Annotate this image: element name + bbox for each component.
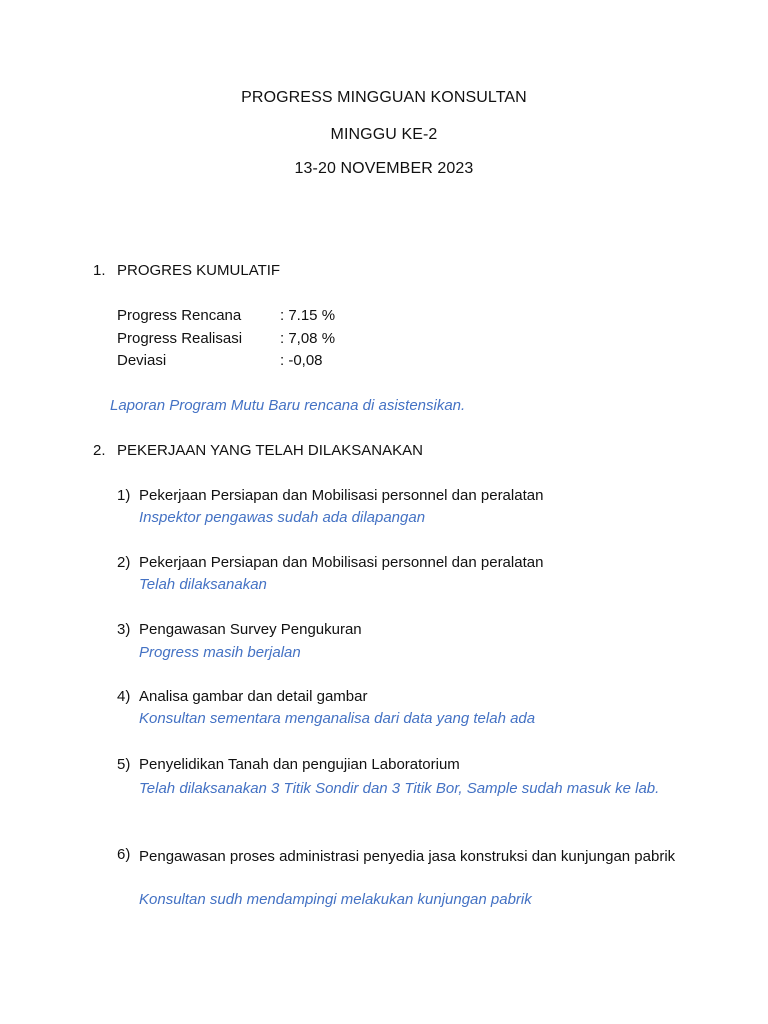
progress-rencana-value: : 7.15 % [280,307,336,324]
document-title: PROGRESS MINGGUAN KONSULTAN [241,89,527,106]
progress-realisasi-label: Progress Realisasi [117,330,243,347]
item-note: Konsultan sementara menganalisa dari data yang telah ada [139,710,536,727]
section-2-number: 2. [93,442,106,459]
section-2-heading: PEKERJAAN YANG TELAH DILAKSANAKAN [117,442,423,459]
item-number: 3) [117,621,131,638]
progress-realisasi-value: : 7,08 % [280,330,336,347]
section-1-note: Laporan Program Mutu Baru rencana di asistensikan. [110,397,466,414]
item-title: Pekerjaan Persiapan dan Mobilisasi personnel dan peralatan [139,487,544,504]
item-note: Progress masih berjalan [139,644,301,661]
item-title: Analisa gambar dan detail gambar [139,688,368,705]
deviasi-label: Deviasi [117,352,167,369]
item-note: Telah dilaksanakan 3 Titik Sondir dan 3 Titik Bor, Sample sudah masuk ke lab. [139,780,660,797]
item-number: 1) [117,487,131,504]
item-note: Inspektor pengawas sudah ada dilapangan [139,509,426,526]
item-number: 5) [117,756,131,773]
section-1-number: 1. [93,262,106,279]
item-note: Telah dilaksanakan [139,576,267,593]
item-title: Pengawasan proses administrasi penyedia jasa konstruksi dan kunjungan pabrik [139,848,676,865]
section-1-heading: PROGRES KUMULATIF [117,262,281,279]
item-title: Pengawasan Survey Pengukuran [139,621,362,638]
item-title: Pekerjaan Persiapan dan Mobilisasi personnel dan peralatan [139,554,544,571]
item-number: 2) [117,554,131,571]
document-week: MINGGU KE-2 [330,126,438,143]
item-title: Penyelidikan Tanah dan pengujian Laboratorium [139,756,460,773]
item-number: 4) [117,688,131,705]
item-number: 6) [117,846,131,863]
progress-rencana-label: Progress Rencana [117,307,242,324]
deviasi-value: : -0,08 [280,352,323,369]
document-period: 13-20 NOVEMBER 2023 [294,160,474,177]
item-note: Konsultan sudh mendampingi melakukan kunjungan pabrik [139,891,532,908]
